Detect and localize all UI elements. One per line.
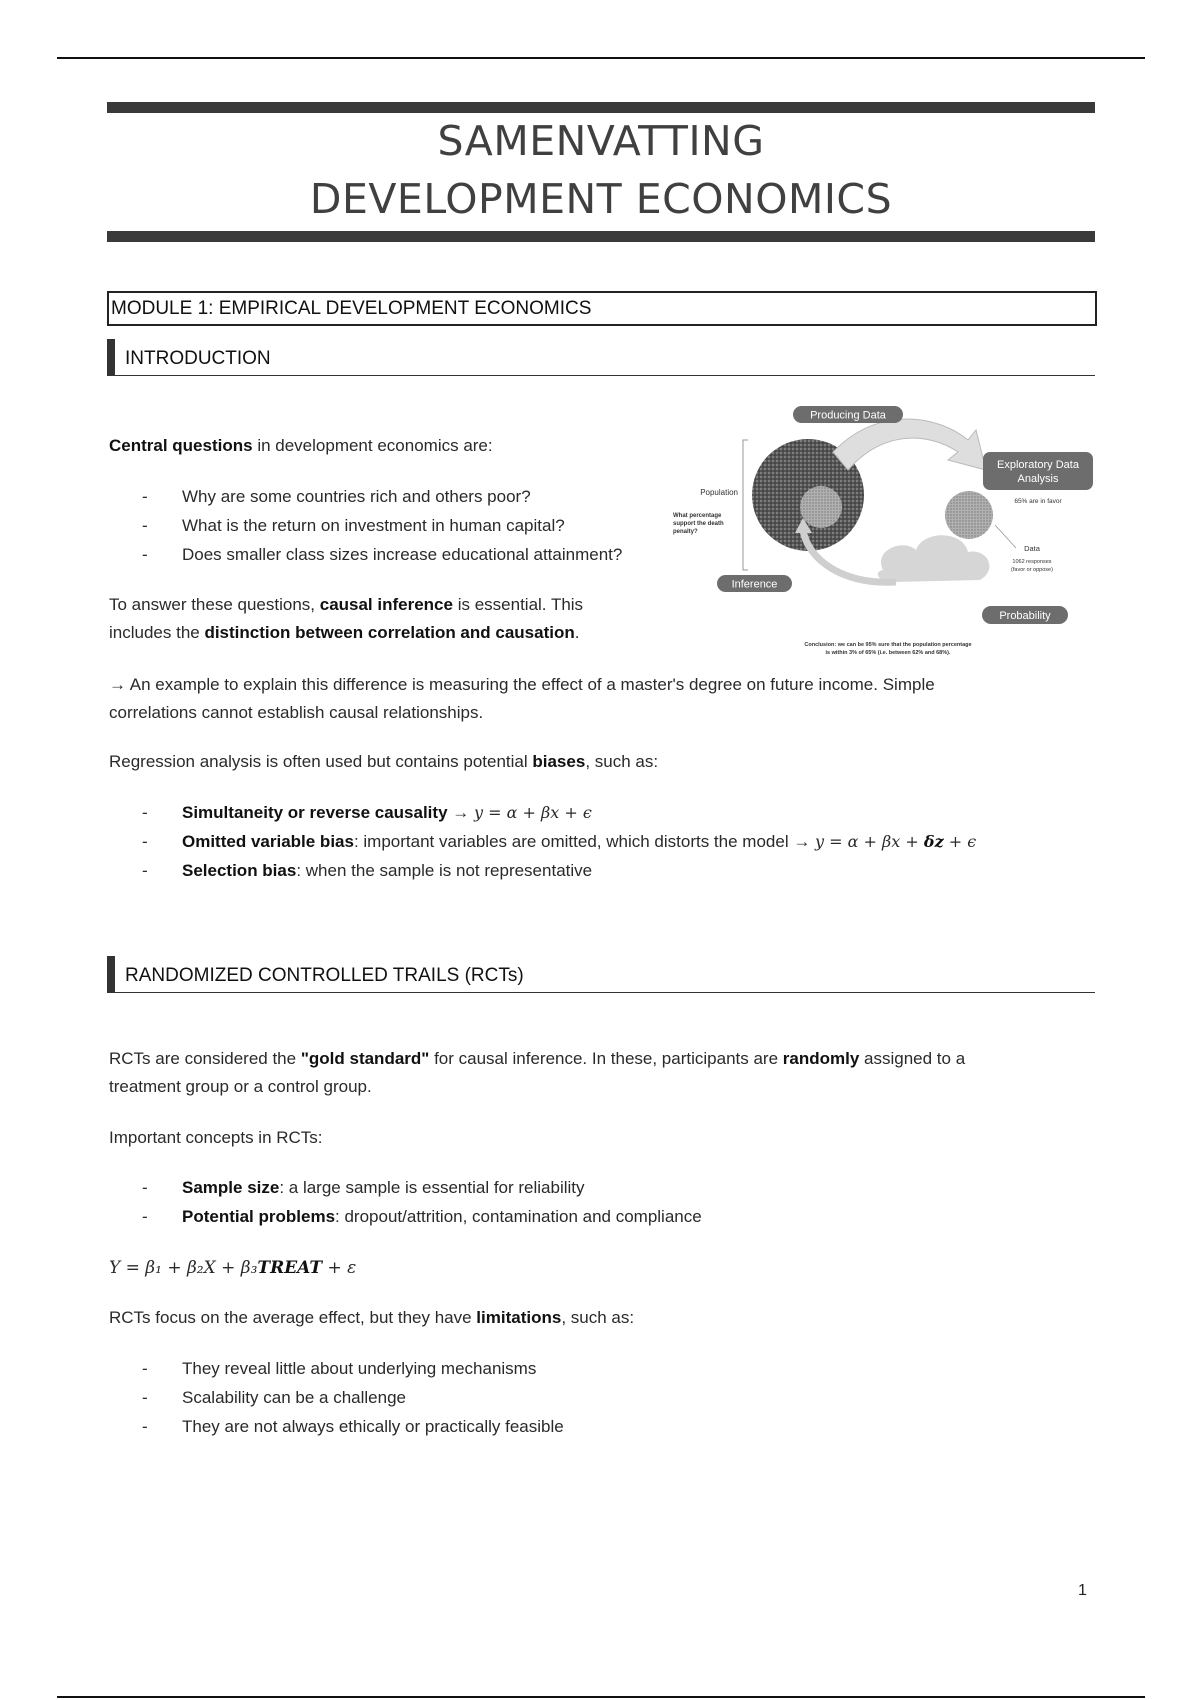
bias-equation-end: + ϵ: [943, 832, 977, 851]
concept-desc: : dropout/attrition, contamination and compliance: [335, 1207, 702, 1226]
list-item-text: Scalability can be a challenge: [182, 1388, 406, 1407]
heading-text: INTRODUCTION: [125, 348, 271, 369]
regression-paragraph: [109, 748, 658, 776]
text-span: correlations cannot establish causal relationships.: [109, 703, 484, 722]
text-span: , such as:: [585, 752, 659, 771]
exploratory-label-1: Exploratory Data: [997, 459, 1079, 471]
question-line-3: penalty?: [673, 529, 698, 535]
text-span: → An example to explain this difference is measuring the effect of a master's degree on future income. Simple: [109, 675, 935, 694]
probability-label: Probability: [999, 610, 1051, 622]
text-span: includes the: [109, 623, 205, 642]
bias-name: Selection bias: [182, 861, 297, 880]
bold-span: randomly: [782, 1049, 860, 1068]
equation-end: + ε: [322, 1258, 357, 1278]
list-item-text: They reveal little about underlying mechanisms: [182, 1359, 537, 1378]
central-questions-bold: Central questions: [109, 436, 253, 455]
list-item-text: Does smaller class sizes increase educational attainment?: [182, 545, 623, 564]
in-favor-note: 65% are in favor: [1014, 498, 1062, 505]
bias-equation-bold: δz: [923, 832, 944, 851]
text-span: RCTs focus on the average effect, but they have: [109, 1308, 477, 1327]
central-questions-rest: in development economics are:: [252, 436, 493, 455]
bias-equation: y = α + βx + ϵ: [473, 803, 592, 822]
statistics-cycle-figure: [668, 400, 1098, 665]
producing-data-label: Producing Data: [810, 409, 886, 422]
bold-span: biases: [532, 752, 586, 771]
text-span: treatment group or a control group.: [109, 1077, 372, 1096]
top-rule: [57, 57, 1145, 59]
data-circle: [945, 491, 993, 539]
text-span: for causal inference. In these, participants are: [429, 1049, 783, 1068]
bold-span: limitations: [476, 1308, 562, 1327]
title-bar-bottom: [107, 231, 1095, 242]
bias-desc: : important variables are omitted, which distorts the model →: [353, 832, 816, 851]
title-line-1: SAMENVATTING: [437, 117, 765, 165]
bold-span: "gold standard": [300, 1049, 430, 1068]
responses-line-2: (favor or oppose): [1011, 567, 1053, 573]
text-span: To answer these questions,: [109, 595, 320, 614]
equation-text: Y = β₁ + β₂X + β₃: [109, 1258, 258, 1278]
bias-desc: : when the sample is not representative: [296, 861, 593, 880]
bias-name: Simultaneity or reverse causality: [182, 803, 448, 822]
population-label: Population: [700, 488, 738, 497]
heading-text: RANDOMIZED CONTROLLED TRAILS (RCTs): [125, 965, 524, 986]
data-pointer: [995, 525, 1016, 548]
responses-line-1: 1062 responses: [1012, 559, 1052, 565]
bias-equation: y = α + βx +: [815, 832, 924, 851]
data-label: Data: [1024, 544, 1040, 553]
text-span: assigned to a: [859, 1049, 966, 1068]
exploratory-label-2: Analysis: [1017, 473, 1059, 485]
list-item-text: What is the return on investment in human capital?: [182, 516, 565, 535]
conclusion-line-1: Conclusion: we can be 95% sure that the population percentage: [804, 642, 972, 648]
limitations-intro: [109, 1304, 634, 1332]
equation-bold: TREAT: [257, 1258, 323, 1278]
heading-marker: [107, 956, 115, 992]
concept-name: Potential problems: [182, 1207, 336, 1226]
text-span: RCTs are considered the: [109, 1049, 301, 1068]
population-bracket: [743, 440, 748, 570]
question-line-2: support the death: [673, 521, 724, 527]
concept-desc: : a large sample is essential for reliability: [279, 1178, 585, 1197]
page-number: 1: [1078, 1582, 1087, 1599]
rct-intro-paragraph: [109, 1045, 965, 1101]
bias-desc: →: [447, 803, 474, 822]
inference-label: Inference: [731, 578, 778, 591]
question-line-1: What percentage: [673, 513, 722, 519]
text-span: Regression analysis is often used but contains potential: [109, 752, 533, 771]
section-heading-rct: [107, 956, 1095, 993]
bias-name: Omitted variable bias: [182, 832, 354, 851]
list-item-text: Why are some countries rich and others poor?: [182, 487, 531, 506]
text-span: is essential. This: [452, 595, 584, 614]
causal-inference-paragraph: [109, 591, 583, 647]
cloud-shape: [878, 535, 990, 582]
rct-equation: [109, 1254, 356, 1282]
text-span: , such as:: [561, 1308, 635, 1327]
bold-span: causal inference: [319, 595, 453, 614]
list-item-text: They are not always ethically or practically feasible: [182, 1417, 564, 1436]
title-bar-top: [107, 102, 1095, 113]
section-heading-introduction: [107, 339, 1095, 376]
text-span: .: [574, 623, 580, 642]
concepts-intro: Important concepts in RCTs:: [109, 1128, 323, 1147]
conclusion-line-2: is within 3% of 65% (i.e. between 62% and 68%).: [825, 650, 951, 656]
arrow-producing: [833, 419, 986, 470]
module-heading: MODULE 1: EMPIRICAL DEVELOPMENT ECONOMICS: [107, 291, 1097, 326]
sample-circle: [800, 486, 842, 528]
example-paragraph: [109, 671, 935, 727]
central-questions-paragraph: [109, 432, 493, 460]
heading-marker: [107, 339, 115, 375]
bottom-rule: [57, 1696, 1145, 1698]
title-line-2: DEVELOPMENT ECONOMICS: [309, 175, 893, 223]
concept-name: Sample size: [182, 1178, 280, 1197]
bold-span: distinction between correlation and causation: [204, 623, 575, 642]
